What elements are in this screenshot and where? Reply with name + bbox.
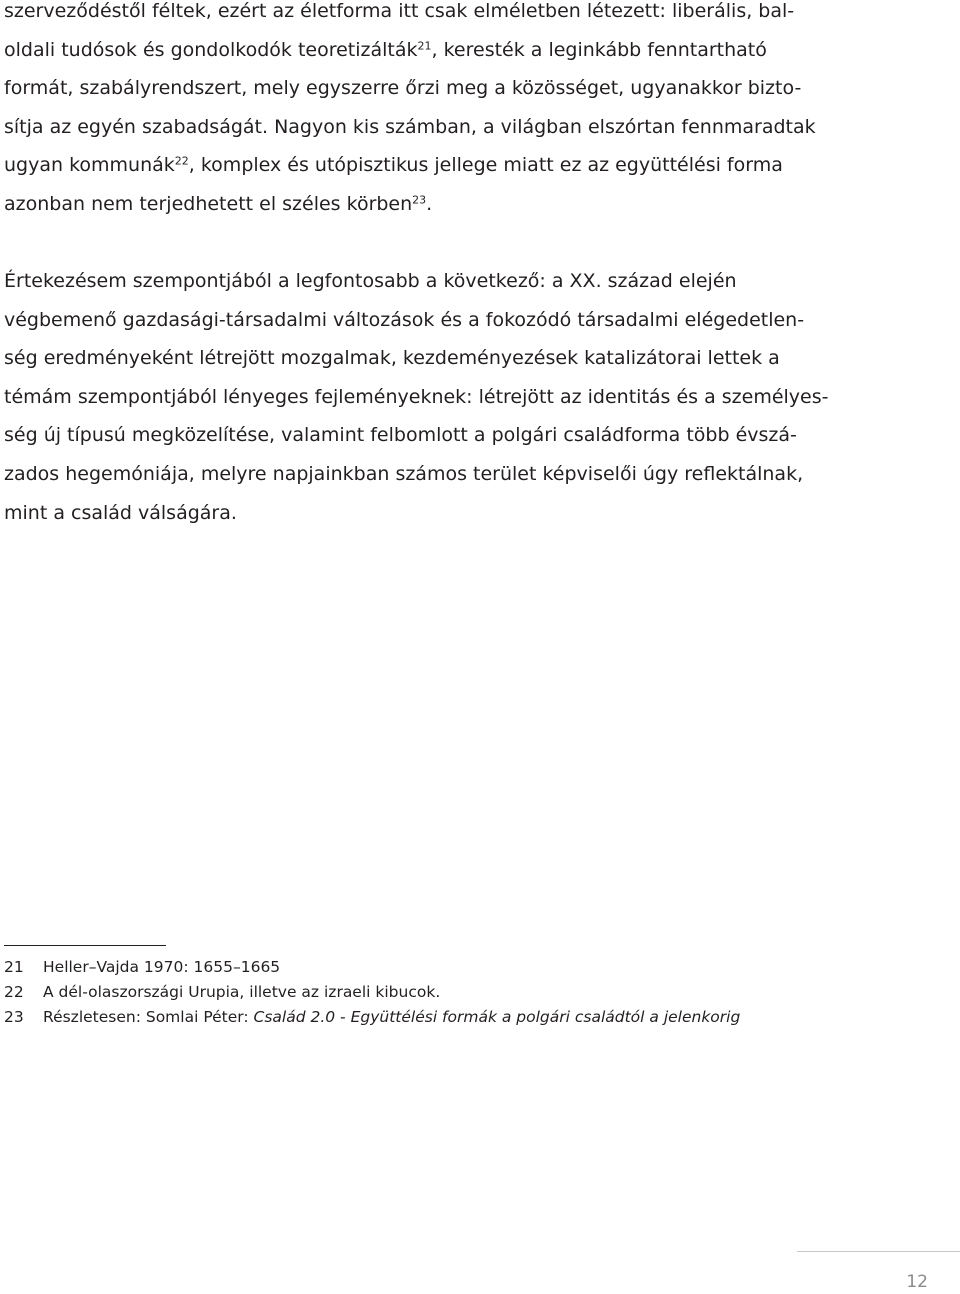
page-number: 12 [906, 1272, 928, 1292]
text-line: ség eredményeként létrejött mozgalmak, kezdeményezések katalizátorai lettek a [4, 347, 780, 370]
text-line: ség új típusú megközelítése, valamint felbomlott a polgári családforma több évszá- [4, 424, 797, 447]
text-line: sítja az egyén szabadságát. Nagyon kis számban, a világban elszórtan fennmaradtak [4, 115, 816, 138]
text-line: mint a család válságára. [4, 501, 237, 524]
footnote-23 [4, 1005, 740, 1030]
page-number-rule [797, 1251, 960, 1252]
text-line: oldali tudósok és gondolkodók teoretizálták$^{21}$, keresték a leginkább fenntartható [4, 38, 767, 61]
footnote-text: Részletesen: Somlai Péter: [43, 1008, 254, 1026]
footnote-text: A dél-olaszországi Urupia, illetve az izraeli kibucok. [43, 983, 441, 1001]
footnote-22 [4, 980, 740, 1005]
text-line: végbemenő gazdasági-társadalmi változások és a fokozódó társadalmi elégedetlen- [4, 308, 805, 331]
body-paragraph-2 [4, 262, 844, 532]
text-line: ugyan kommunák$^{22}$, komplex és utópisztikus jellege miatt ez az együttélési forma [4, 154, 783, 177]
footnote-21 [4, 955, 740, 980]
text-line: szerveződéstől féltek, ezért az életforma itt csak elméletben létezett: liberális, bal- [4, 0, 795, 22]
footnote-divider [4, 945, 166, 946]
footnote-ref-21[interactable]: 21 [417, 39, 432, 52]
footnote-text: Heller–Vajda 1970: 1655–1665 [43, 958, 281, 976]
body-paragraph-1 [4, 0, 844, 224]
footnote-ref-22[interactable]: 22 [174, 154, 189, 168]
footnote-book-title: Család 2.0 - Együttélési formák a polgári családtól a jelenkorig [253, 1008, 741, 1026]
footnote-number: 23 [4, 1008, 24, 1026]
footnote-ref-23[interactable]: 23 [412, 193, 427, 207]
text-line: témám szempontjából lényeges fejleményeknek: létrejött az identitás és a személyes- [4, 385, 829, 408]
footnotes [4, 955, 740, 1030]
text-line: azonban nem terjedhetett el széles körben$^{23}$. [4, 192, 433, 215]
footnote-number: 22 [4, 983, 24, 1001]
text-line: Értekezésem szempontjából a legfontosabb a következő: a XX. század elején [4, 270, 737, 292]
footnote-number: 21 [4, 958, 24, 976]
text-line: formát, szabályrendszert, mely egyszerre őrzi meg a közösséget, ugyanakkor bizto- [4, 77, 802, 100]
text-line: zados hegemóniája, melyre napjainkban számos terület képviselői úgy reflektálnak, [4, 462, 804, 485]
